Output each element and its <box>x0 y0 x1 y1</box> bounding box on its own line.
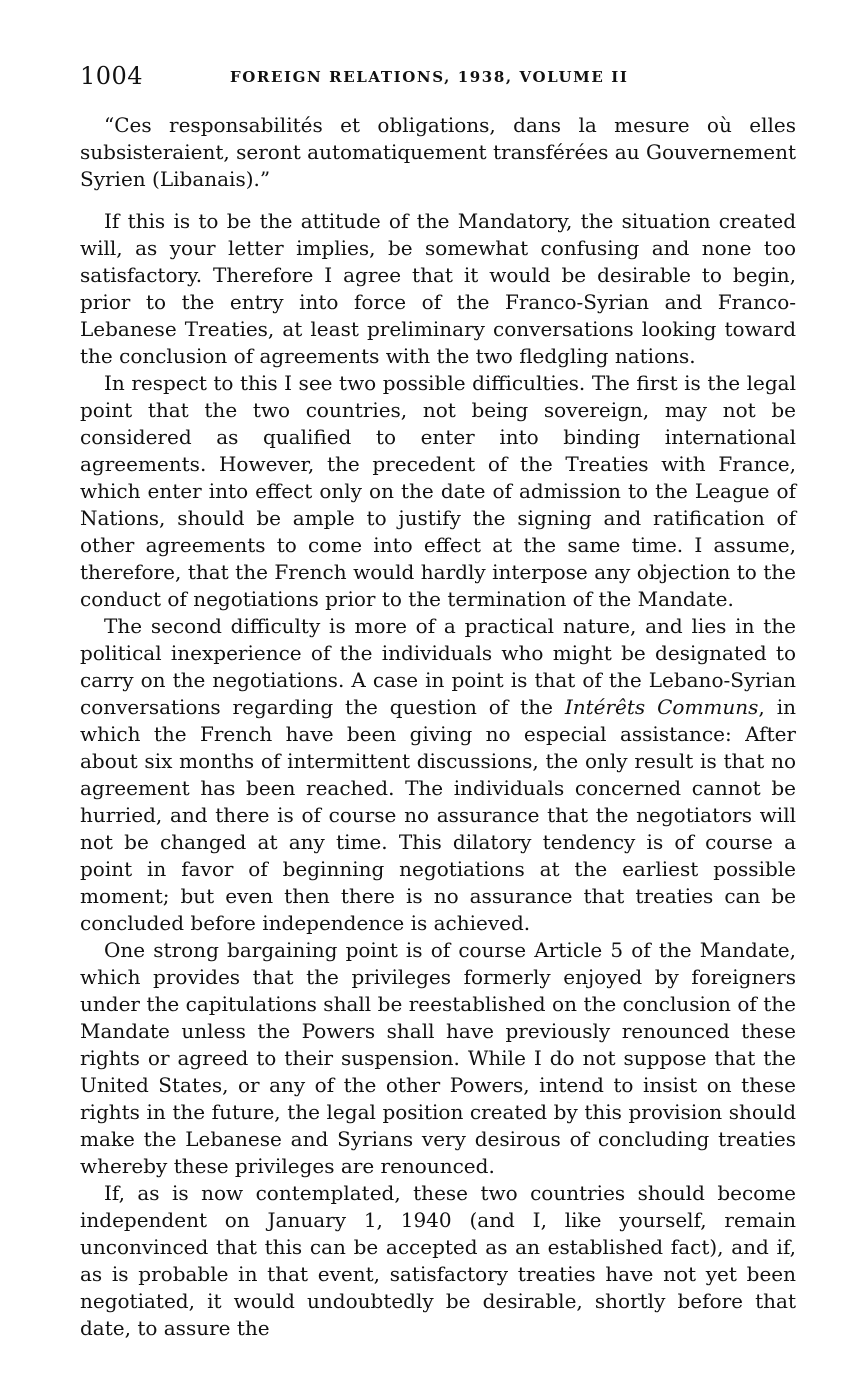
paragraph-3 <box>80 613 796 937</box>
italic-term: Intérêts Communs <box>564 695 759 719</box>
page-number: 1004 <box>80 62 144 90</box>
running-title: FOREIGN RELATIONS, 1938, VOLUME II <box>230 68 629 86</box>
page-header <box>80 62 796 92</box>
paragraph-2: In respect to this I see two possible difficulties. The first is the legal point that the two countries, not being sovereign, may not be considered as qualified to enter into binding international agreements. However, the precedent of the Treaties with France, which enter into effect only on the date of admission to the League of Nations, should be ample to justify the signing and ratification of other agreements to come into effect at the same time. I assume, therefore, that the French would hardly interpose any objection to the conduct of negotiations prior to the termination of the Mandate. <box>80 371 796 611</box>
paragraph-3-text-b: , in which the French have been giving no especial assistance: After about six months of intermittent discussions, the only result is that no agreement has been reached. The individuals concerned cannot be hurried, and there is of course no assurance that the negotiators will not be changed at any time. This dilatory tendency is of course a point in favor of beginning negotiations at the earliest possible moment; but even then there is no assurance that treaties can be concluded before independence is achieved. <box>80 695 796 935</box>
paragraph-3-text-a: The second difficulty is more of a practical nature, and lies in the political inexperience of the individuals who might be designated to carry on the negotiations. A case in point is that of the Lebano-Syrian conversations regarding the question of the <box>80 614 796 719</box>
paragraph-1: If this is to be the attitude of the Mandatory, the situation created will, as your letter implies, be somewhat confusing and none too satisfactory. Therefore I agree that it would be desirable to begin, prior to the entry into force of the Franco-Syrian and Franco-Lebanese Treaties, at least preliminary conversations looking toward the conclusion of agreements with the two fledgling nations. <box>80 209 796 368</box>
paragraph-4: One strong bargaining point is of course Article 5 of the Mandate, which provides that the privileges formerly enjoyed by foreigners under the capitulations shall be reestablished on the conclusion of the Mandate unless the Powers shall have previously renounced these rights or agreed to their suspension. While I do not suppose that the United States, or any of the other Powers, intend to insist on these rights in the future, the legal position created by this provision should make the Lebanese and Syrians very desirous of concluding treaties whereby these privileges are renounced. <box>80 938 796 1178</box>
quoted-passage: “Ces responsabilités et obligations, dans la mesure où elles subsisteraient, seront automatiquement transférées au Gouvernement Syrien (Libanais).” <box>80 113 796 191</box>
body-text <box>80 112 796 1342</box>
paragraph-5: If, as is now contemplated, these two countries should become independent on January 1, 1940 (and I, like yourself, remain unconvinced that this can be accepted as an established fact), and if, as is probable in that event, satisfactory treaties have not yet been negotiated, it would undoubtedly be desirable, shortly before that date, to assure the <box>80 1181 796 1340</box>
